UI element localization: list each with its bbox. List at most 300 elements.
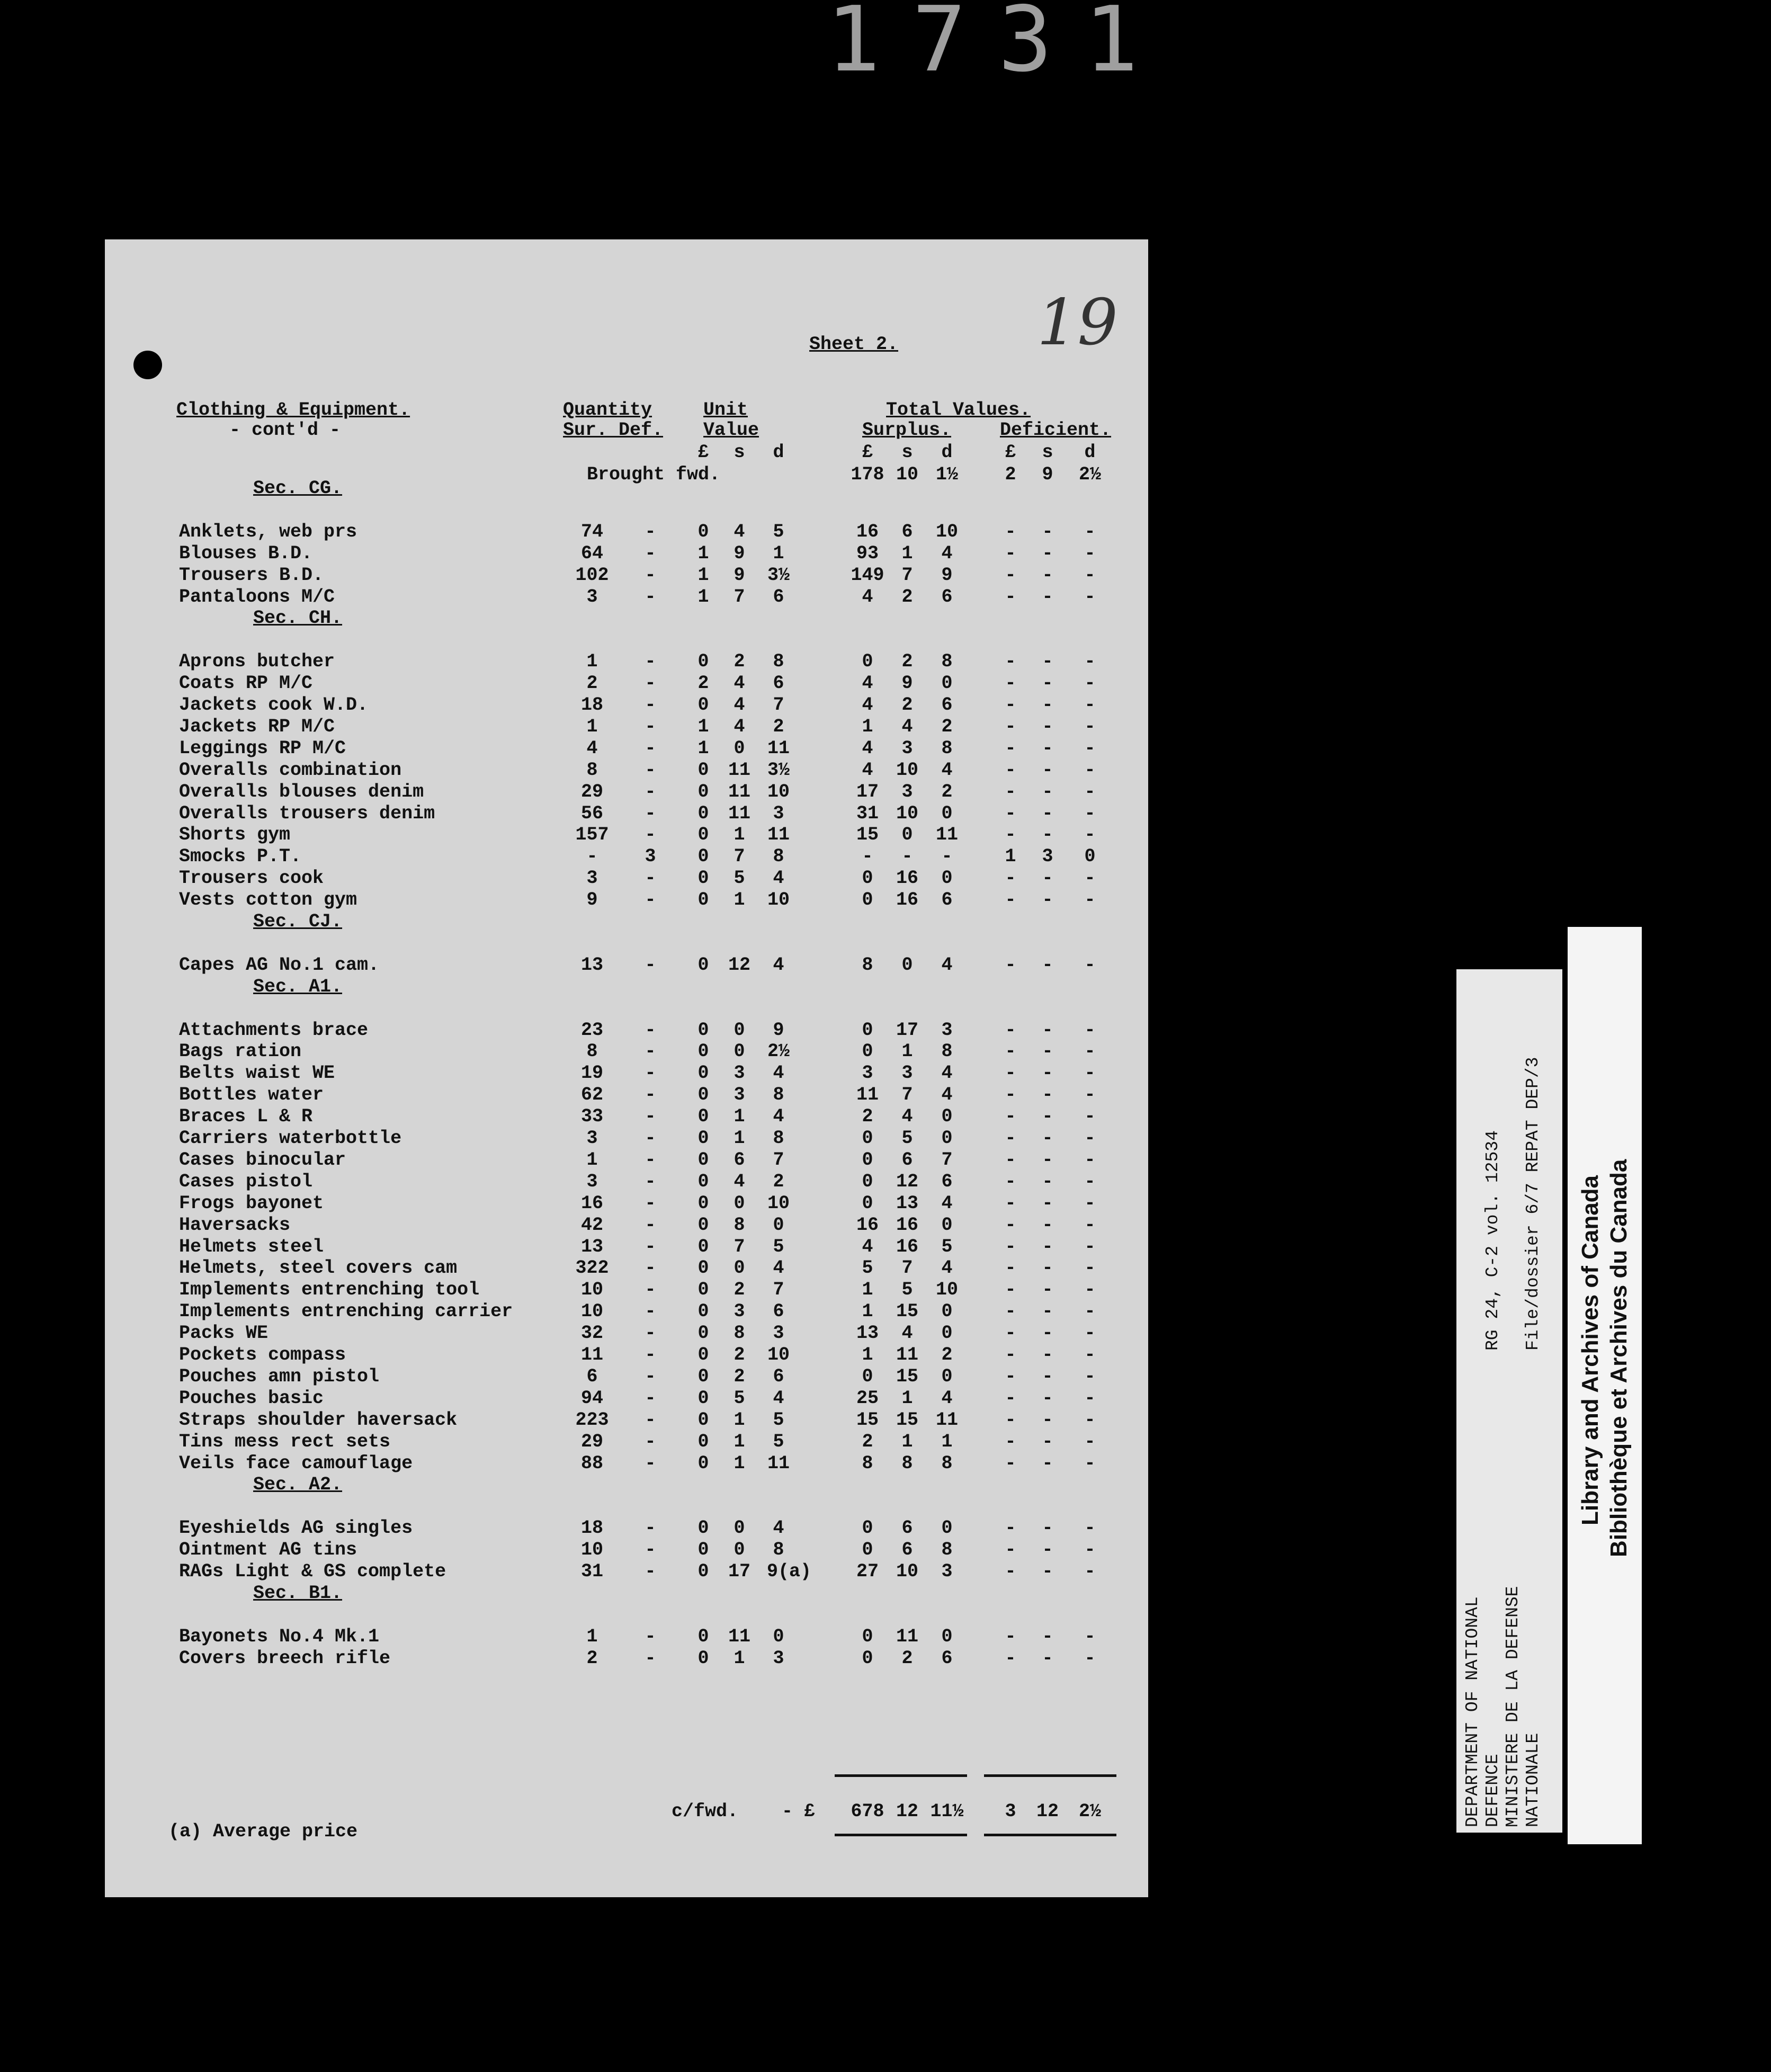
surplus-total: 10 <box>896 802 919 824</box>
unit-value: 4 <box>773 1106 784 1128</box>
lac-french: Bibliothèque et Archives du Canada <box>1606 1159 1632 1557</box>
item-name: Braces L & R <box>179 1106 313 1128</box>
brought-forward-surplus: 1½ <box>935 464 959 485</box>
surplus-total: 4 <box>941 759 953 781</box>
surplus-total: 0 <box>862 1626 873 1647</box>
unit-value: 0 <box>697 1626 709 1647</box>
surplus-total: 13 <box>856 1323 879 1344</box>
surplus-total: 4 <box>941 1387 953 1409</box>
unit-value: 11 <box>767 737 790 759</box>
deficient-total: - <box>1084 521 1096 542</box>
unit-value: 1 <box>697 716 709 737</box>
qty-surplus: 8 <box>586 759 598 781</box>
unit-value: 4 <box>773 1517 784 1539</box>
deficient-total: - <box>1084 651 1096 673</box>
unit-value: 0 <box>734 1539 745 1561</box>
carried-forward-deficient: 3 <box>1005 1801 1016 1822</box>
deficient-total: - <box>1005 1149 1016 1171</box>
item-name: Pouches basic <box>179 1387 324 1409</box>
surplus-total: 7 <box>901 1257 913 1279</box>
surplus-total: 9 <box>901 673 913 694</box>
unit-value: 0 <box>697 1084 709 1106</box>
surplus-total: 0 <box>901 824 913 846</box>
item-name: Trousers B.D. <box>179 564 324 586</box>
deficient-total: - <box>1005 802 1016 824</box>
record-group-ref: RG 24, C-2 vol. 12534 <box>1483 1130 1502 1351</box>
section-heading: Sec. B1. <box>253 1582 343 1604</box>
sheet-title: Sheet 2. <box>809 334 899 355</box>
qty-deficient: - <box>645 781 656 802</box>
carried-forward-surplus: 678 <box>851 1801 884 1822</box>
deficient-total: - <box>1084 868 1096 889</box>
unit-value: 3½ <box>767 564 790 586</box>
qty-surplus: 42 <box>580 1214 604 1236</box>
unit-value: 0 <box>697 759 709 781</box>
qty-deficient: - <box>645 651 656 673</box>
surplus-total: 0 <box>941 1365 953 1387</box>
unit-value: 0 <box>697 1431 709 1452</box>
section-heading: Sec. CJ. <box>253 911 343 932</box>
unit-value: 4 <box>773 954 784 976</box>
file-ref: File/dossier 6/7 REPAT DEP/3 <box>1523 1057 1543 1351</box>
lac-label <box>1568 927 1642 1844</box>
unit-value: 0 <box>697 1236 709 1257</box>
deficient-total: - <box>1084 802 1096 824</box>
qty-deficient: - <box>645 1301 656 1323</box>
surplus-total: 2 <box>901 651 913 673</box>
surplus-total: 1 <box>862 1344 873 1365</box>
item-name: Bags ration <box>179 1041 302 1062</box>
item-name: Jackets cook W.D. <box>179 694 369 716</box>
surplus-total: 0 <box>941 1626 953 1647</box>
deficient-total: - <box>1042 781 1053 802</box>
deficient-total: - <box>1042 1517 1053 1539</box>
section-heading: Sec. CH. <box>253 608 343 629</box>
unit-value: 4 <box>773 1387 784 1409</box>
qty-surplus: 16 <box>580 1192 604 1214</box>
deficient-total: - <box>1042 1365 1053 1387</box>
item-name: Coats RP M/C <box>179 673 313 694</box>
carried-forward-surplus: 12 <box>896 1801 919 1822</box>
dept-line-2: DEFENCE <box>1483 1754 1502 1827</box>
unit-value: 5 <box>773 1409 784 1431</box>
unit-value: 8 <box>773 846 784 868</box>
surplus-total: 16 <box>896 889 919 911</box>
surplus-total: 15 <box>856 824 879 846</box>
unit-value: 5 <box>773 521 784 542</box>
surplus-total: 4 <box>901 1323 913 1344</box>
deficient-total: - <box>1005 1236 1016 1257</box>
surplus-total: 11 <box>935 824 959 846</box>
deficient-total: - <box>1005 1561 1016 1582</box>
item-name: Pantaloons M/C <box>179 586 335 608</box>
unit-value: 4 <box>734 716 745 737</box>
brought-forward-deficient: 2 <box>1005 464 1016 485</box>
unit-value: 7 <box>773 1279 784 1301</box>
qty-deficient: - <box>645 1626 656 1647</box>
footnote: (a) Average price <box>168 1821 358 1842</box>
item-name: Smocks P.T. <box>179 846 302 868</box>
deficient-total: - <box>1005 759 1016 781</box>
unit-value: 4 <box>734 521 745 542</box>
qty-deficient: - <box>645 802 656 824</box>
deficient-total: - <box>1042 521 1053 542</box>
deficient-total: - <box>1042 1387 1053 1409</box>
surplus-total: 1 <box>862 1279 873 1301</box>
item-name: Capes AG No.1 cam. <box>179 954 380 976</box>
deficient-total: - <box>1042 1171 1053 1192</box>
unit-value: 3 <box>734 1062 745 1084</box>
surplus-total: - <box>901 846 913 868</box>
currency-subheader: £ <box>1005 442 1016 463</box>
qty-surplus: 3 <box>586 586 598 608</box>
deficient-total: - <box>1042 1257 1053 1279</box>
unit-value: 1 <box>697 542 709 564</box>
currency-subheader: d <box>941 442 953 463</box>
unit-value: 0 <box>697 868 709 889</box>
deficient-total: - <box>1005 694 1016 716</box>
unit-value: 4 <box>773 1257 784 1279</box>
surplus-total: 0 <box>941 1128 953 1149</box>
surplus-total: 2 <box>901 694 913 716</box>
surplus-total: 11 <box>935 1409 959 1431</box>
unit-value: 11 <box>728 1626 751 1647</box>
surplus-total: 0 <box>862 651 873 673</box>
double-rule-deficient <box>984 1834 1116 1836</box>
item-name: Leggings RP M/C <box>179 737 346 759</box>
unit-header: Unit <box>703 399 748 421</box>
qty-surplus: 13 <box>580 1236 604 1257</box>
deficient-total: - <box>1005 1452 1016 1474</box>
surplus-total: 15 <box>896 1301 919 1323</box>
qty-deficient: - <box>645 1323 656 1344</box>
qty-deficient: - <box>645 1409 656 1431</box>
qty-surplus: 6 <box>586 1365 598 1387</box>
deficient-total: - <box>1005 1365 1016 1387</box>
unit-value: 12 <box>728 954 751 976</box>
unit-value: 0 <box>697 1452 709 1474</box>
brought-forward-surplus: 178 <box>851 464 884 485</box>
unit-value: 1 <box>697 586 709 608</box>
deficient-total: - <box>1042 802 1053 824</box>
surplus-total: 15 <box>896 1365 919 1387</box>
unit-value: 0 <box>734 1257 745 1279</box>
deficient-total: - <box>1005 1387 1016 1409</box>
section-heading: Sec. A1. <box>253 976 343 997</box>
unit-value: 0 <box>697 1409 709 1431</box>
deficient-total: - <box>1042 1128 1053 1149</box>
unit-value: 0 <box>773 1214 784 1236</box>
unit-value: 2 <box>734 651 745 673</box>
total-values-header: Total Values. <box>886 399 1031 421</box>
unit-value: 1 <box>697 737 709 759</box>
unit-value: 0 <box>697 694 709 716</box>
deficient-total: - <box>1042 954 1053 976</box>
qty-surplus: 8 <box>586 1041 598 1062</box>
surplus-total: 15 <box>896 1409 919 1431</box>
qty-deficient: - <box>645 1041 656 1062</box>
unit-value: 1 <box>734 1452 745 1474</box>
surplus-total: 4 <box>941 1192 953 1214</box>
surplus-total: 1 <box>901 1431 913 1452</box>
qty-deficient: - <box>645 1236 656 1257</box>
deficient-total: - <box>1005 586 1016 608</box>
item-name: Eyeshields AG singles <box>179 1517 413 1539</box>
unit-value: 10 <box>767 1192 790 1214</box>
deficient-total: - <box>1005 1214 1016 1236</box>
item-name: Bayonets No.4 Mk.1 <box>179 1626 380 1647</box>
item-name: Attachments brace <box>179 1019 369 1041</box>
lac-english: Library and Archives of Canada <box>1577 1175 1603 1525</box>
qty-surplus: 9 <box>586 889 598 911</box>
deficient-total: - <box>1084 1062 1096 1084</box>
unit-value: 10 <box>767 781 790 802</box>
deficient-header: Deficient. <box>1000 419 1112 441</box>
unit-value: 1 <box>734 1431 745 1452</box>
carried-forward-currency: - £ <box>782 1801 816 1822</box>
section-heading: Sec. CG. <box>253 478 343 499</box>
item-name: Implements entrenching tool <box>179 1279 480 1301</box>
deficient-total: - <box>1005 868 1016 889</box>
unit-value: 9 <box>734 542 745 564</box>
deficient-total: - <box>1005 1106 1016 1128</box>
deficient-total: - <box>1084 759 1096 781</box>
deficient-total: - <box>1042 1106 1053 1128</box>
qty-surplus: 32 <box>580 1323 604 1344</box>
qty-deficient: - <box>645 889 656 911</box>
unit-value: 11 <box>728 759 751 781</box>
deficient-total: - <box>1084 954 1096 976</box>
unit-value: 0 <box>697 521 709 542</box>
item-name: Haversacks <box>179 1214 291 1236</box>
unit-value: 4 <box>773 868 784 889</box>
section-title: Clothing & Equipment. <box>176 399 410 421</box>
deficient-total: - <box>1084 1344 1096 1365</box>
qty-deficient: - <box>645 868 656 889</box>
surplus-total: 11 <box>856 1084 879 1106</box>
surplus-total: 0 <box>862 1041 873 1062</box>
item-name: Ointment AG tins <box>179 1539 357 1561</box>
surplus-total: 4 <box>941 542 953 564</box>
unit-value: 0 <box>697 1365 709 1387</box>
qty-surplus: 29 <box>580 1431 604 1452</box>
deficient-total: - <box>1084 1365 1096 1387</box>
qty-surplus: 102 <box>575 564 609 586</box>
deficient-total: - <box>1042 1647 1053 1669</box>
frame-number: 1731 <box>826 0 1170 92</box>
archive-reference-label <box>1456 969 1562 1833</box>
unit-value: 9 <box>773 1019 784 1041</box>
currency-subheader: s <box>1042 442 1053 463</box>
surplus-total: 0 <box>862 1365 873 1387</box>
surplus-total: 6 <box>941 1647 953 1669</box>
surplus-total: 2 <box>901 586 913 608</box>
surplus-total: 5 <box>941 1236 953 1257</box>
surplus-total: 8 <box>941 1539 953 1561</box>
unit-value: 7 <box>773 694 784 716</box>
surplus-total: 11 <box>896 1344 919 1365</box>
surplus-total: 7 <box>901 564 913 586</box>
deficient-total: - <box>1084 1387 1096 1409</box>
item-name: Overalls blouses denim <box>179 781 424 802</box>
qty-surplus: 94 <box>580 1387 604 1409</box>
unit-value: 4 <box>773 1062 784 1084</box>
surplus-total: 4 <box>862 694 873 716</box>
deficient-total: - <box>1005 737 1016 759</box>
surplus-total: 4 <box>941 1062 953 1084</box>
surplus-total: 2 <box>901 1647 913 1669</box>
surplus-total: 0 <box>941 673 953 694</box>
deficient-total: - <box>1084 1539 1096 1561</box>
deficient-total: - <box>1042 1214 1053 1236</box>
unit-value: 0 <box>697 1539 709 1561</box>
surplus-total: 149 <box>851 564 884 586</box>
surplus-total: 1 <box>901 542 913 564</box>
unit-value: 1 <box>773 542 784 564</box>
surplus-header: Surplus. <box>862 419 952 441</box>
deficient-total: - <box>1084 694 1096 716</box>
unit-value: 2 <box>697 673 709 694</box>
deficient-total: - <box>1042 1279 1053 1301</box>
surplus-total: 5 <box>901 1279 913 1301</box>
surplus-total: 4 <box>941 1257 953 1279</box>
unit-value: 2 <box>734 1344 745 1365</box>
unit-value: 1 <box>734 1128 745 1149</box>
unit-value: 0 <box>697 1279 709 1301</box>
deficient-total: - <box>1005 1192 1016 1214</box>
double-rule-surplus <box>835 1834 967 1836</box>
deficient-total: - <box>1042 1301 1053 1323</box>
deficient-total: - <box>1084 781 1096 802</box>
item-name: Pockets compass <box>179 1344 346 1365</box>
qty-deficient: 3 <box>645 846 656 868</box>
unit-value: 8 <box>734 1323 745 1344</box>
qty-surplus: 18 <box>580 1517 604 1539</box>
deficient-total: - <box>1042 1344 1053 1365</box>
brought-forward-deficient: 9 <box>1042 464 1053 485</box>
surplus-total: 6 <box>901 1149 913 1171</box>
qty-surplus: 33 <box>580 1106 604 1128</box>
deficient-total: - <box>1084 564 1096 586</box>
unit-value: 11 <box>728 781 751 802</box>
qty-deficient: - <box>645 1431 656 1452</box>
surplus-total: 3 <box>941 1561 953 1582</box>
deficient-total: - <box>1005 564 1016 586</box>
deficient-total: - <box>1005 716 1016 737</box>
item-name: Cases binocular <box>179 1149 346 1171</box>
deficient-total: - <box>1084 586 1096 608</box>
deficient-total: - <box>1042 1062 1053 1084</box>
unit-value: 8 <box>773 651 784 673</box>
surplus-total: 3 <box>941 1019 953 1041</box>
unit-value: 0 <box>697 651 709 673</box>
unit-value: 0 <box>697 1323 709 1344</box>
surplus-total: 1 <box>901 1041 913 1062</box>
deficient-total: - <box>1084 1192 1096 1214</box>
qty-surplus: 1 <box>586 1149 598 1171</box>
deficient-total: - <box>1084 1323 1096 1344</box>
unit-value: 8 <box>773 1539 784 1561</box>
deficient-total: - <box>1042 824 1053 846</box>
deficient-total: - <box>1084 1409 1096 1431</box>
unit-value: 3½ <box>767 759 790 781</box>
qty-surplus: 157 <box>575 824 609 846</box>
deficient-total: - <box>1042 737 1053 759</box>
deficient-total: - <box>1005 1344 1016 1365</box>
surplus-total: 16 <box>856 1214 879 1236</box>
unit-value: 4 <box>734 673 745 694</box>
carried-forward-surplus: 11½ <box>930 1801 964 1822</box>
unit-value: 2 <box>773 716 784 737</box>
deficient-total: 1 <box>1005 846 1016 868</box>
surplus-total: 16 <box>896 1214 919 1236</box>
deficient-total: - <box>1084 1257 1096 1279</box>
qty-deficient: - <box>645 1192 656 1214</box>
surplus-total: 9 <box>941 564 953 586</box>
deficient-total: - <box>1084 1084 1096 1106</box>
qty-surplus: 1 <box>586 1626 598 1647</box>
qty-surplus: 64 <box>580 542 604 564</box>
surplus-total: 0 <box>862 1539 873 1561</box>
brought-forward-surplus: 10 <box>896 464 919 485</box>
deficient-total: - <box>1084 737 1096 759</box>
ministry-line-2: NATIONALE <box>1523 1732 1543 1827</box>
item-name: Carriers waterbottle <box>179 1128 402 1149</box>
qty-deficient: - <box>645 716 656 737</box>
qty-deficient: - <box>645 1647 656 1669</box>
surplus-total: 6 <box>941 586 953 608</box>
currency-subheader: £ <box>862 442 873 463</box>
deficient-total: - <box>1084 1626 1096 1647</box>
qty-deficient: - <box>645 521 656 542</box>
value-header: Value <box>703 419 759 441</box>
unit-value: 0 <box>697 1149 709 1171</box>
unit-value: 0 <box>697 846 709 868</box>
deficient-total: - <box>1005 1301 1016 1323</box>
item-name: Straps shoulder haversack <box>179 1409 458 1431</box>
surplus-total: 3 <box>901 781 913 802</box>
item-name: Belts waist WE <box>179 1062 335 1084</box>
qty-deficient: - <box>645 1279 656 1301</box>
unit-value: 0 <box>734 1019 745 1041</box>
deficient-total: - <box>1084 1301 1096 1323</box>
surplus-total: 8 <box>941 737 953 759</box>
deficient-total: - <box>1084 1236 1096 1257</box>
unit-value: 2 <box>773 1171 784 1192</box>
unit-value: 3 <box>773 1323 784 1344</box>
item-name: Overalls combination <box>179 759 402 781</box>
brought-forward-label: Brought fwd. <box>587 464 721 485</box>
unit-value: 6 <box>773 673 784 694</box>
unit-value: 0 <box>734 1192 745 1214</box>
surplus-total: 0 <box>941 1323 953 1344</box>
unit-value: 0 <box>697 1517 709 1539</box>
surplus-total: 4 <box>901 1106 913 1128</box>
qty-surplus: 11 <box>580 1344 604 1365</box>
unit-value: 1 <box>734 889 745 911</box>
deficient-total: - <box>1042 564 1053 586</box>
surplus-total: 16 <box>896 868 919 889</box>
surplus-total: 0 <box>862 1149 873 1171</box>
unit-value: 0 <box>697 1647 709 1669</box>
qty-surplus: 10 <box>580 1301 604 1323</box>
surplus-total: 6 <box>941 1171 953 1192</box>
unit-value: 0 <box>697 1214 709 1236</box>
surplus-total: 0 <box>901 954 913 976</box>
surplus-total: - <box>862 846 873 868</box>
deficient-total: - <box>1005 1257 1016 1279</box>
deficient-total: - <box>1084 542 1096 564</box>
